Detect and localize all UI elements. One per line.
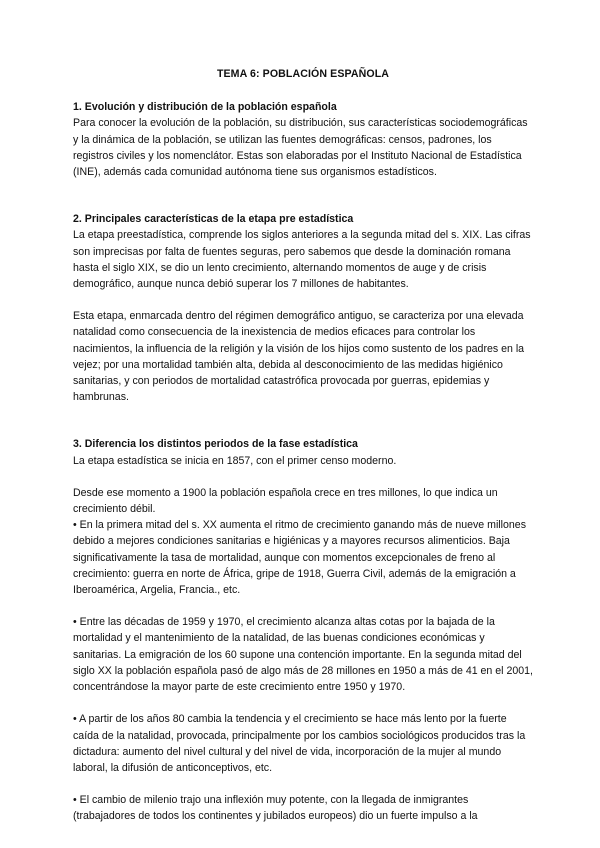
section-1-paragraph-1: Para conocer la evolución de la población, su distribución, sus características sociodemográficas y la dinámica de la población, se utilizan las fuentes demográficas: censos, padrones, los registros civiles y los nomenclátor. Estas son elaboradas por el Instituto Nacional de Estadística (INE), además cada comunidad autónoma tiene sus organismos estadísticos. [73, 117, 528, 179]
spacer [73, 695, 533, 711]
spacer [73, 180, 533, 211]
section-3-bullet-2: • Entre las décadas de 1959 y 1970, el crecimiento alcanza altas cotas por la bajada de la mortalidad y el mantenimiento de la natalidad, de las buenas condiciones económicas y sanitarias. La emigración de los 60 supone una contención importante. En la segunda mitad del siglo XX la población española pasó de algo más de 28 millones en 1950 a más de 41 en el 2001, concentrándose la mayor parte de este crecimiento entre 1950 y 1970. [73, 616, 533, 694]
spacer [73, 405, 533, 436]
section-3-paragraph-2: Desde ese momento a 1900 la población española crece en tres millones, lo que indica un crecimiento débil. [73, 486, 498, 516]
section-3-bullet-4: • El cambio de milenio trajo una inflexión muy potente, con la llegada de inmigrantes (trabajadores de todos los continentes y jubilados europeos) dio un fuerte impulso a la [73, 794, 478, 823]
document-title: TEMA 6: POBLACIÓN ESPAÑOLA [216, 68, 390, 80]
section-1-heading: 1. Evolución y distribución de la población española [73, 101, 337, 114]
section-3-intro: La etapa estadística se inicia en 1857, con el primer censo moderno. [73, 454, 397, 467]
spacer [73, 292, 533, 308]
section-3-bullet-3: • A partir de los años 80 cambia la tendencia y el crecimiento se hace más lento por la fuerte caída de la natalidad, provocada, principalmente por los cambios sociológicos producidos tras la dictadura: aumento del nivel cultural y del nivel de vida, incorporación de la mujer al mundo laboral, la difusión de anticonceptivos, etc. [73, 713, 526, 774]
section-3-bullet-1: • En la primera mitad del s. XX aumenta el ritmo de crecimiento ganando más de nueve millones debido a mejores condiciones sanitarias e higiénicas y a mayores recursos alimenticios. Baja significativamente la tasa de mortalidad, aunque con momentos excepcionales de freno al crecimiento: guerra en norte de África, gripe de 1918, Guerra Civil, además de la emigración a Iberoamérica, Argelia, Francia., etc. [73, 519, 526, 597]
spacer [73, 598, 533, 614]
section-2-heading: 2. Principales características de la etapa pre estadística [73, 213, 354, 226]
section-3-heading: 3. Diferencia los distintos periodos de la fase estadística [73, 438, 358, 451]
spacer [73, 776, 533, 792]
document-page [73, 66, 533, 825]
section-2-paragraph-1: La etapa preestadística, comprende los siglos anteriores a la segunda mitad del s. XIX. Las cifras son imprecisas por falta de fuentes seguras, pero sabemos que desde la dominación romana hasta el siglo XIX, se dio un lento crecimiento, alternando momentos de auge y de crisis demográfico, aunque nunca debió superar los 7 millones de habitantes. [73, 229, 531, 291]
spacer [73, 469, 533, 485]
section-2-paragraph-2: Esta etapa, enmarcada dentro del régimen demográfico antiguo, se caracteriza por una elevada natalidad como consecuencia de la inexistencia de medios eficaces para controlar los nacimientos, la influencia de la religión y la visión de los hijos como sustento de los padres en la vejez; por una mortalidad también alta, debida al desconocimiento de las medidas higiénico sanitarias, y con periodos de mortalidad catastrófica provocada por guerras, epidemias y hambrunas. [73, 310, 525, 404]
